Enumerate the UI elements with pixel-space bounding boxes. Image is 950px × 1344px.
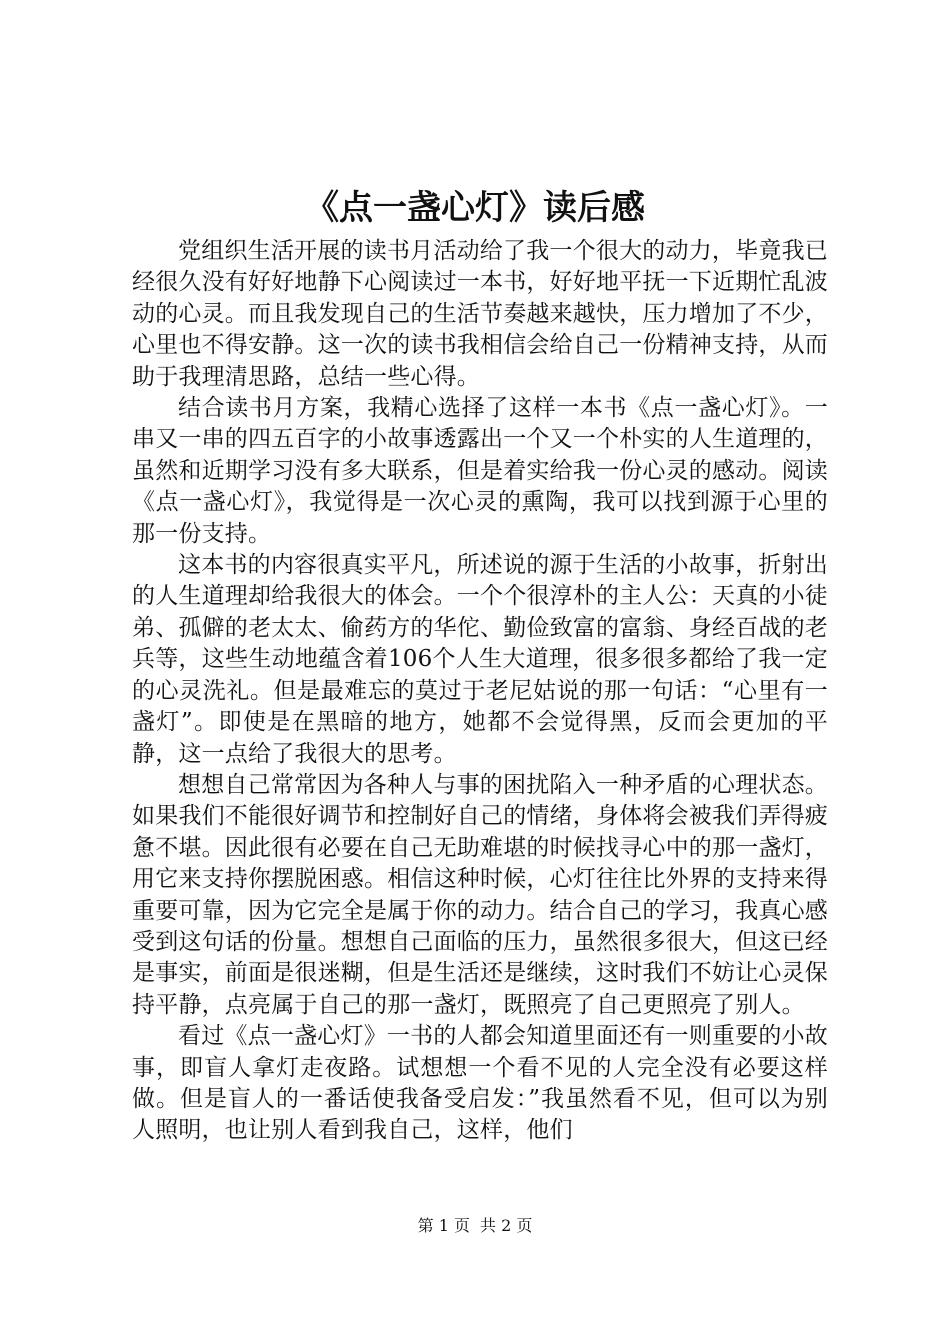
page-number-total: 共 2 页 bbox=[480, 1216, 533, 1235]
document-body bbox=[132, 236, 828, 1147]
page-number-current: 第 1 页 bbox=[417, 1216, 470, 1235]
paragraph-5: 看过《点一盏心灯》一书的人都会知道里面还有一则重要的小故事，即盲人拿灯走夜路。试想想一个看不见的人完全没有必要这样做。但是盲人的一番话使我备受启发：”我虽然看不见，但可以为别人照明，也让别人看到我自己，这样，他们 bbox=[132, 1023, 828, 1144]
document-title: 《点一盏心灯》读后感 bbox=[305, 188, 645, 228]
paragraph-1: 党组织生活开展的读书月活动给了我一个很大的动力，毕竟我已经很久没有好好地静下心阅读过一本书，好好地平抚一下近期忙乱波动的心灵。而且我发现自己的生活节奏越来越快，压力增加了不少，心里也不得安静。这一次的读书我相信会给自己一份精神支持，从而助于我理清思路，总结一些心得。 bbox=[132, 238, 828, 390]
paragraph-3: 这本书的内容很真实平凡，所述说的源于生活的小故事，折射出的人生道理却给我很大的体会。一个个很淳朴的主人公：天真的小徒弟、孤僻的老太太、偷药方的华佗、勤俭致富的富翁、身经百战的老兵等，这些生动地蕴含着106个人生大道理，很多很多都给了我一定的心灵洗礼。但是最难忘的莫过于老尼姑说的那一句话：“心里有一盏灯”。即使是在黑暗的地方，她都不会觉得黑，反而会更加的平静，这一点给了我很大的思考。 bbox=[132, 552, 828, 767]
paragraph-4: 想想自己常常因为各种人与事的困扰陷入一种矛盾的心理状态。如果我们不能很好调节和控制好自己的情绪，身体将会被我们弄得疲惫不堪。因此很有必要在自己无助难堪的时候找寻心中的那一盏灯，用它来支持你摆脱困惑。相信这种时候，心灯往往比外界的支持来得重要可靠，因为它完全是属于你的动力。结合自己的学习，我真心感受到这句话的份量。想想自己面临的压力，虽然很多很大，但这已经是事实，前面是很迷糊，但是生活还是继续，这时我们不妨让心灵保持平静，点亮属于自己的那一盏灯，既照亮了自己更照亮了别人。 bbox=[132, 771, 828, 1018]
paragraph-2: 结合读书月方案，我精心选择了这样一本书《点一盏心灯》。一串又一串的四五百字的小故事透露出一个又一个朴实的人生道理的，虽然和近期学习没有多大联系，但是着实给我一份心灵的感动。阅读《点一盏心灯》，我觉得是一次心灵的熏陶，我可以找到源于心里的那一份支持。 bbox=[132, 395, 828, 547]
page-footer bbox=[0, 1214, 950, 1238]
